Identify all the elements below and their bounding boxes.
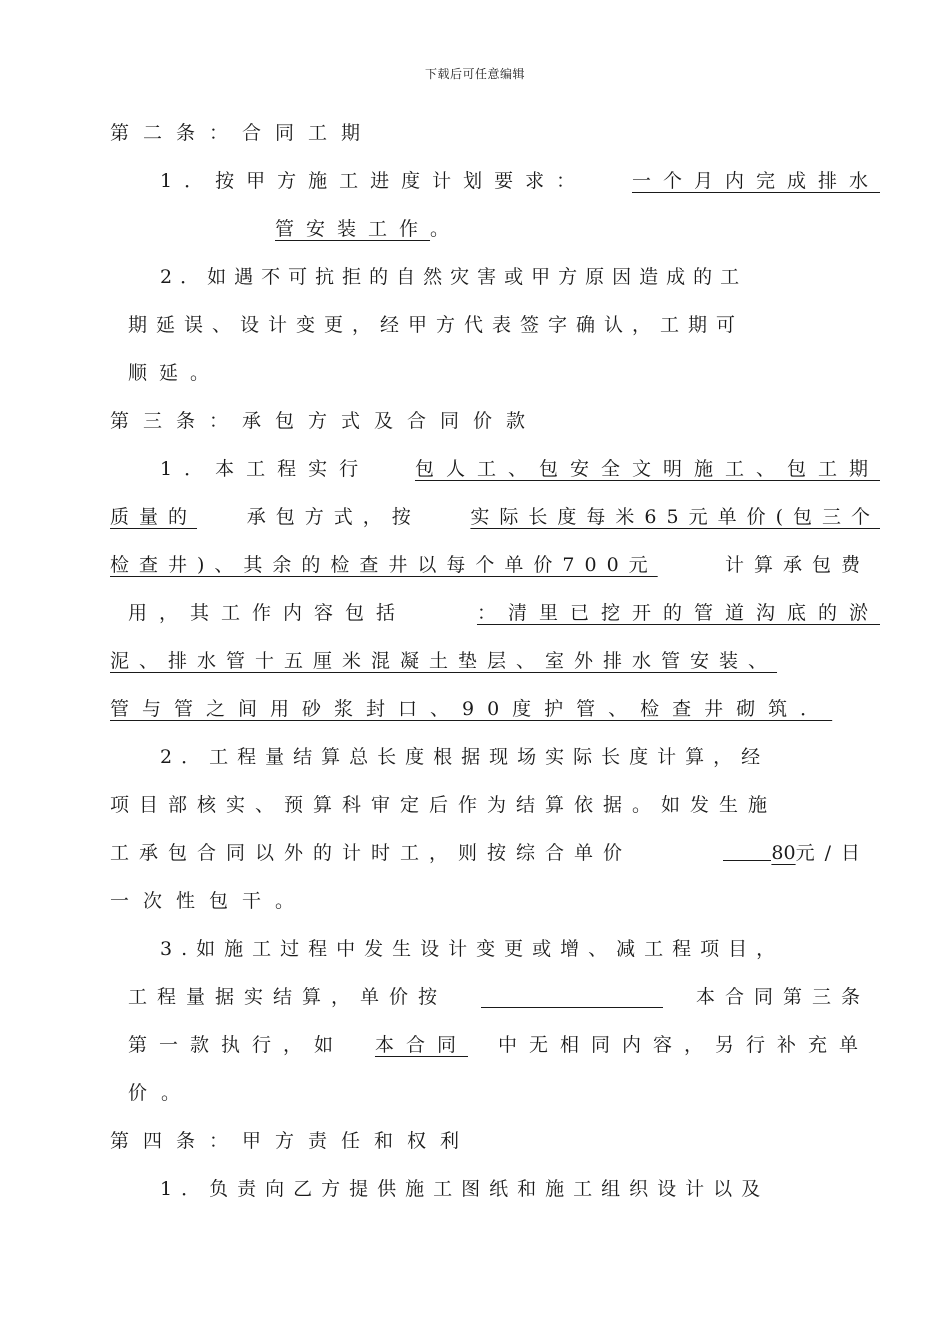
- article3-p3-l3-text: 第一款执行，如: [128, 1034, 346, 1056]
- article3-p2-l3-text: 工承包合同以外的计时工，则按综合单价: [110, 842, 633, 864]
- article3-p3-l3-text-2: 中无相同内容，另行补充单: [497, 1034, 870, 1056]
- article3-p2-line1: [160, 742, 870, 772]
- article3-p3-line1: [160, 934, 860, 964]
- article3-p1-l4-underlined: ：清里已挖开的管道沟底的淤: [476, 602, 880, 624]
- article2-p1-underlined-2: 管安装工作: [275, 218, 431, 240]
- article2-p1-underlined: 一个月内完成排水: [631, 170, 880, 192]
- article4-title-text: 第四条：甲方责任和权利: [110, 1130, 474, 1152]
- article2-p1-line2: [275, 214, 461, 244]
- article3-p1-l1-underlined: 包人工、包安全文明施工、包工期: [414, 458, 880, 480]
- article4-p1-line1: [160, 1174, 870, 1204]
- article3-p3-l2-text: 工程量据实结算，单价按: [128, 986, 448, 1008]
- article3-title: [110, 406, 539, 436]
- article2-p2-line2: [128, 310, 870, 340]
- article3-p3-text-1: 3.如施工过程中发生设计变更或增、减工程项目，: [160, 938, 785, 960]
- article3-p1-l2-underlined-2: 实际长度每米65元单价(包三个: [470, 506, 880, 528]
- article3-p1-line5: [110, 646, 920, 676]
- article3-p2-l3-unit: 元/日: [795, 842, 870, 864]
- article3-p2-blank: [723, 838, 771, 861]
- article3-p3-l3-underlined: 本合同: [374, 1034, 468, 1056]
- article3-p1-line2: [110, 502, 880, 532]
- article3-p1-line6: [110, 694, 850, 724]
- article3-p3-line2: [128, 982, 870, 1012]
- article3-p1-l3-underlined: 检查井)、其余的检查井以每个单价700元: [110, 554, 658, 576]
- article3-p2-line2: [110, 790, 870, 820]
- article4-title: [110, 1126, 473, 1156]
- article2-p2-text-2: 期延误、设计变更，经甲方代表签字确认，工期可: [128, 314, 745, 336]
- article3-p3-line3: [128, 1030, 870, 1060]
- page-header: 下载后可任意编辑: [424, 67, 525, 81]
- article4-p1-text-1: 1．负责向乙方提供施工图纸和施工组织设计以及: [160, 1178, 770, 1200]
- article3-p3-blank: [481, 985, 663, 1008]
- article3-p1-l4-text: 用，其工作内容包括: [128, 602, 408, 624]
- article2-p2-line1: [160, 262, 870, 292]
- article3-p2-text-2: 项目部核实、预算科审定后作为结算依据。如发生施: [110, 794, 778, 816]
- article3-p1-l3-text: 计算承包费: [724, 554, 870, 576]
- article2-p2-line3: [128, 358, 221, 388]
- article2-p1-line1: [160, 166, 880, 196]
- article3-p2-line4: [110, 886, 308, 916]
- article3-p2-price: 80: [771, 842, 796, 864]
- article3-title-text: 第三条：承包方式及合同价款: [110, 410, 540, 432]
- article3-p1-l5-underlined: 泥、排水管十五厘米混凝土垫层、室外排水管安装、: [110, 650, 778, 672]
- article3-p3-l2-text-2: 本合同第三条: [695, 986, 870, 1008]
- article3-p2-text-4: 一次性包干。: [110, 890, 309, 912]
- article2-p1-text: 1．按甲方施工进度计划要求：: [160, 170, 588, 192]
- article2-title-text: 第二条：合同工期: [110, 122, 375, 144]
- article2-p2-text-3: 顺延。: [128, 362, 222, 384]
- article2-p1-end: 。: [430, 218, 462, 240]
- article3-p1-line1: [160, 454, 880, 484]
- article3-p1-l1-text: 1．本工程实行: [160, 458, 371, 480]
- article3-p1-line4: [128, 598, 880, 628]
- article3-p1-l2-text: 承包方式，按: [246, 506, 421, 528]
- article3-p2-line3: [110, 838, 870, 868]
- article2-title: [110, 118, 374, 148]
- article3-p2-text-1: 2．工程量结算总长度根据现场实际长度计算，经: [160, 746, 770, 768]
- article3-p1-l6-underlined: 管与管之间用砂浆封口、90度护管、检查井砌筑．: [110, 698, 833, 720]
- article3-p3-line4: [128, 1078, 194, 1108]
- article2-p2-text-1: 2．如遇不可抗拒的自然灾害或甲方原因造成的工: [160, 266, 748, 288]
- article3-p1-l2-underlined: 质量的: [110, 506, 198, 528]
- article3-p3-text-4: 价。: [128, 1082, 195, 1104]
- article3-p1-line3: [110, 550, 870, 580]
